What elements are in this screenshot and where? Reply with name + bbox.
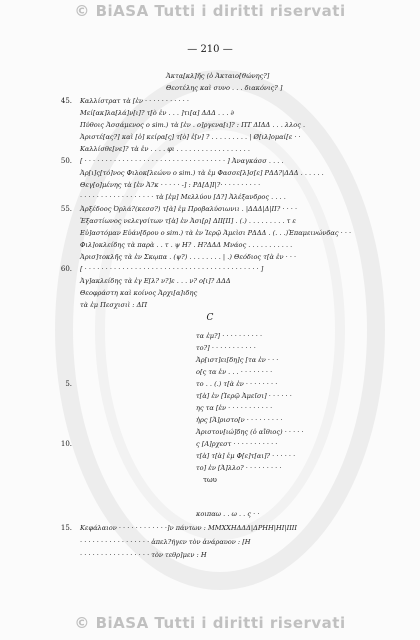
- text-line: Ἀρ[ιστ]ει[δη]ς [τα ἐν · · ·: [196, 356, 279, 364]
- text-line: τα ἐμ?] · · · · · · · · · ·: [196, 332, 263, 340]
- text-line: ἠρς [Ἀ]ριστο[ν · · · · · · · · ·: [196, 416, 283, 424]
- text-line: 15. Κεφάλαιον · · · · · · · · · · · ·]ν πάντων : ΜΜΧΧΗΔΔΔ|ΔΡΗΗ|ΗΙ|ΙΙΙΙ: [60, 524, 298, 532]
- text-line: Μεί[ακ]λα[λά]ν[ι]? τ[ὸ ἐν . . . ]τι[α] ΔΔΔ . . . ∂: [80, 109, 234, 117]
- text-line: το?] · · · · · · · · · · ·: [196, 344, 256, 352]
- text-line: 55. Ἀρξέδοος Ὀρλά?(κεσσ?) τ[ὰ] ἐμ Προβαλύσιωνιι . |ΔΔΔ|Δ|ΙΙ? · · · ·: [60, 205, 298, 213]
- text-line: Ἀριστέ[ας?] καὶ [ὁ] κείρα[ς] τ[ὸ] ἐ[ν] ? . . . . . . . . . | Ø[ιλ]ομαί[ε · ·: [80, 133, 301, 141]
- text-line: Ἀγ]ακλείδης τὰ ἐγ Ε[λ? ν?]ε . . . ν? ο[ι]? ΔΔΔ: [80, 277, 231, 285]
- text-line: 45. Καλλίστρατ τὰ [ἐν · · · · · · · · · · ·: [60, 97, 189, 105]
- text-line: κοιπαω . . ω . . ς · ·: [196, 510, 260, 518]
- text-line: · · · · · · · · · · · · · · · · · τὸν τεθρ]μεν : Η: [80, 551, 207, 559]
- text-line: Θεοτέλης καὶ συνο . . . διακόνις? ]: [166, 84, 283, 92]
- watermark-bottom: © BiASA Tutti i diritti riservati: [74, 614, 346, 632]
- text-line: · · · · · · · · · · · · · · · · · ἀπελ?ήγεν τὸν ἀνάραυον : [Η: [80, 538, 251, 546]
- text-line: Ἀρισ]τοκλῆς τὰ ἐν Σκῳπα . (ψ?) . . . . . . . . | .) Θεόδιος τ[ὰ ἐν · · ·: [80, 253, 297, 261]
- text-line: Φιλ]οκλείδης τὰ παρὰ . . τ . ψ Η? . Η?ΔΔΔ Μνάος . . . . . . . . . . .: [80, 241, 293, 249]
- text-line: Ἀκτα[κλ]ῆς (ὁ Ἀκταιο[ϑώνης?]: [166, 72, 270, 80]
- text-line: 5. το . . (.) τ[ὰ ἐν · · · · · · · ·: [65, 380, 278, 388]
- text-line: το] ἐν [Ἀ]λλο? · · · · · · · · ·: [196, 464, 282, 472]
- text-line: Εὐ]αστόμαν Εὐάν[δρου ο sim.) τὰ ἐν Ἱερῷ Ἀμεὶσι ΡΔΔΔ . (. . .)Ἐπαμεινώνδας · · ·: [80, 229, 352, 237]
- text-line: Θεγ[ο]μένης τὰ [ἐν Ἀ?κ · · · · · -] : ΡΔ[Δ]Ι|?· · · · · · · · · ·: [80, 181, 261, 189]
- text-line: 10. ς [Α]ρχεστ · · · · · · · · · · ·: [60, 440, 278, 448]
- text-line: Καλλίσθε[νε]? τὰ ἐν . . . . φι . . . . . . . . . . . . . . . . . .: [80, 145, 250, 153]
- line-marker: τωυ: [203, 476, 217, 484]
- section-marker: C: [206, 313, 214, 323]
- text-line: τ[ὰ] τ[ὰ] ἐμ Φ[ε]τ[αι]? · · · · · ·: [196, 452, 296, 460]
- text-line: ο[ς τα ἐν . . . · · · · · · · ·: [196, 368, 273, 376]
- text-line: Ἀριστον[ιώ]δης (ὁ αἴθιος) · · · · ·: [196, 428, 304, 436]
- text-line: τ[ὰ] ἐν [Ἱερῷ Ἀμεῖσι] · · · · · ·: [196, 392, 292, 400]
- text-line: ης τα [ἐν · · · · · · · · · · ·: [196, 404, 273, 412]
- text-line: 60. [ · · · · · · · · · · · · · · · · · · · · · · · · · · · · · · · · · · · · · · · · · · ]: [60, 265, 264, 273]
- page-number: — 210 —: [187, 44, 233, 55]
- watermark-top: © BiASA Tutti i diritti riservati: [74, 2, 346, 20]
- text-line: Θεοφράστη καὶ κοίνος Ἀρχι[α]ιδης: [80, 289, 198, 297]
- text-line: Πύθοις Ἀσσάμενος ο sim.) τὰ [ἐν . ο]ργενα[ι]? : ΠΤ ΔΙΔΔ . . . λλος .: [80, 121, 306, 129]
- text-line: Ἐξαστίωνος νελεγσίτων τ[ὰ] ἐν Ἀσι[ρ] ΔΙΙ[ΙΙ] . (.) . . . . . . . . . τ ε: [80, 217, 296, 225]
- text-line: Ἀρ[ι]ς[τό]νος Φιλοκ[λεώνυ ο sim.) τὰ ἐμ Φασσε[λ]σ[ε] ΡΔΔ?|ΔΔΔ . . . . . .: [80, 169, 324, 177]
- text-line: · · · · · · · · · · · · · · · · · · τὰ [ἐμ] Μελλύου [Δ?] Ἀλέξανδρος . . . .: [80, 193, 286, 201]
- text-line: τὰ ἐμ Πεσχισιὶ : ΔΠ: [80, 301, 148, 309]
- text-line: 50. [ · · · · · · · · · · · · · · · · · · · · · · · · · · · · · · · · · · ] Ἀναγκάσσ . . . .: [60, 157, 284, 165]
